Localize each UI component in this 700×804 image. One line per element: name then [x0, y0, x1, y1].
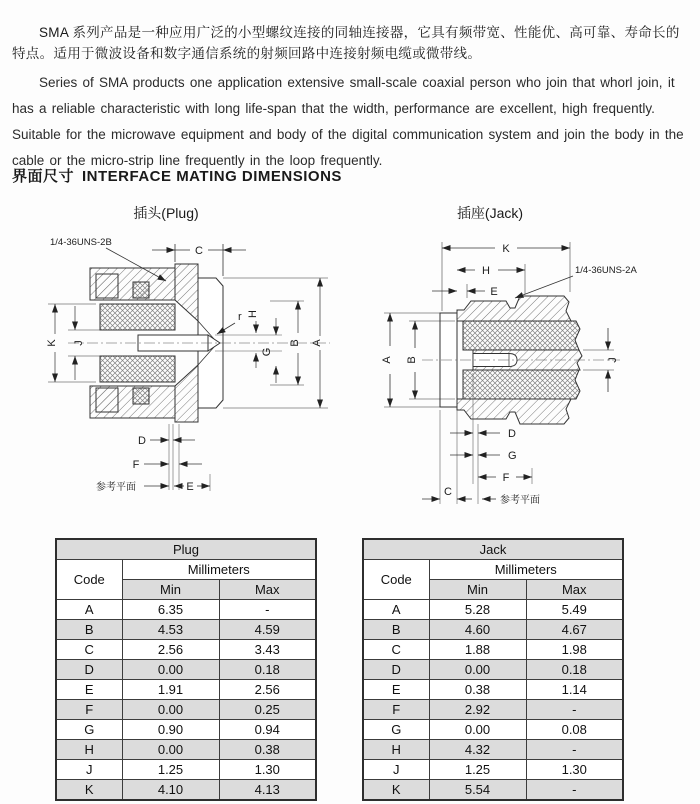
cell-min: 1.25: [122, 760, 219, 780]
jack-dim-label-E: E: [490, 286, 498, 298]
table-row: [56, 760, 316, 780]
table-row: [363, 640, 623, 660]
table-row: [363, 720, 623, 740]
plug-ref-plane-label: 参考平面: [96, 482, 136, 493]
cell-code: A: [363, 600, 429, 620]
cell-min: 0.00: [122, 700, 219, 720]
jack-dim-label-B: B: [406, 356, 418, 364]
cell-max: -: [526, 740, 623, 760]
cell-max: 1.98: [526, 640, 623, 660]
cell-code: C: [56, 640, 122, 660]
cell-min: 2.56: [122, 640, 219, 660]
table-row: [363, 600, 623, 620]
jack-thread-leader: [515, 276, 573, 298]
plug-gasket-bottom: [133, 388, 149, 404]
jack-insulator-top: [463, 321, 580, 350]
jack-dim-label-J: J: [607, 357, 619, 363]
cell-min: 0.00: [429, 660, 526, 680]
cell-max: 0.94: [219, 720, 316, 740]
cell-min: 0.00: [429, 720, 526, 740]
cell-code: H: [56, 740, 122, 760]
plug-table-min-header: Min: [122, 580, 219, 600]
cell-code: G: [56, 720, 122, 740]
plug-table-unit-header: Millimeters: [122, 560, 316, 580]
jack-insulator-bottom: [463, 370, 580, 399]
jack-table-body: [363, 600, 623, 801]
cell-code: B: [56, 620, 122, 640]
cell-min: 4.60: [429, 620, 526, 640]
jack-dim-label-K: K: [502, 243, 510, 255]
plug-dim-label-A: A: [311, 339, 323, 347]
jack-table: [362, 538, 624, 801]
cell-max: 0.25: [219, 700, 316, 720]
cell-code: J: [56, 760, 122, 780]
jack-table-code-header: Code: [363, 560, 429, 600]
jack-table-max-header: Max: [526, 580, 623, 600]
cell-max: -: [526, 780, 623, 801]
cell-code: K: [363, 780, 429, 801]
plug-dim-label-B: B: [289, 339, 301, 347]
cell-code: E: [56, 680, 122, 700]
cell-max: 0.18: [219, 660, 316, 680]
jack-thread-label: 1/4-36UNS-2A: [575, 265, 637, 276]
plug-dim-label-E: E: [186, 481, 194, 493]
cell-max: 2.56: [219, 680, 316, 700]
table-row: [363, 740, 623, 760]
cell-min: 5.28: [429, 600, 526, 620]
cell-max: 0.38: [219, 740, 316, 760]
cell-code: H: [363, 740, 429, 760]
cell-max: 4.59: [219, 620, 316, 640]
table-row: [363, 760, 623, 780]
cell-code: E: [363, 680, 429, 700]
table-row: [363, 660, 623, 680]
jack-dim-E: [432, 284, 485, 298]
jack-dim-label-F: F: [502, 472, 510, 484]
cell-max: 0.08: [526, 720, 623, 740]
plug-dim-label-K: K: [46, 339, 58, 347]
plug-dim-label-J: J: [73, 340, 85, 346]
plug-thread-label: 1/4-36UNS-2B: [50, 237, 112, 248]
table-row: [363, 620, 623, 640]
cell-max: 3.43: [219, 640, 316, 660]
section-heading-en: INTERFACE MATING DIMENSIONS: [82, 168, 342, 185]
table-row: [56, 700, 316, 720]
cell-min: 0.00: [122, 740, 219, 760]
plug-table: [55, 538, 317, 801]
plug-dim-label-H: H: [247, 310, 259, 318]
cell-min: 0.90: [122, 720, 219, 740]
plug-dim-label-r: r: [238, 311, 242, 323]
plug-insulator-bottom: [100, 356, 175, 382]
cell-min: 0.00: [122, 660, 219, 680]
table-row: [56, 780, 316, 801]
cell-code: F: [56, 700, 122, 720]
cell-max: 1.30: [526, 760, 623, 780]
plug-drawing: [30, 228, 360, 533]
intro-paragraph-english: Series of SMA products one application extensive small-scale coaxial person who join that whorl join, it has a reliable characteristic with long life-span that the width, performance are excellent, high frequently. Suitable for the microwave equipment and body of the digital communication system and join the body in the cable or the micro-strip line frequently in the loop frequently.: [12, 74, 684, 168]
cell-min: 4.32: [429, 740, 526, 760]
plug-drawing-title: 插头(Plug): [133, 205, 199, 221]
plug-knurl-top: [96, 274, 118, 298]
table-row: [56, 680, 316, 700]
jack-table-min-header: Min: [429, 580, 526, 600]
cell-min: 4.53: [122, 620, 219, 640]
cell-code: D: [56, 660, 122, 680]
cell-max: 4.13: [219, 780, 316, 801]
table-row: [363, 680, 623, 700]
cell-max: 0.18: [526, 660, 623, 680]
table-row: [56, 640, 316, 660]
plug-dim-label-G: G: [261, 347, 273, 357]
cell-min: 0.38: [429, 680, 526, 700]
table-row: [56, 600, 316, 620]
cell-code: D: [363, 660, 429, 680]
table-row: [363, 700, 623, 720]
jack-drawing: [370, 228, 690, 533]
cell-code: J: [363, 760, 429, 780]
cell-max: -: [219, 600, 316, 620]
jack-table-title: Jack: [363, 539, 623, 560]
cell-min: 1.88: [429, 640, 526, 660]
plug-dim-label-C: C: [195, 245, 203, 257]
plug-insulator-top: [100, 304, 175, 330]
plug-table-title: Plug: [56, 539, 316, 560]
jack-dim-label-H: H: [482, 265, 490, 277]
jack-dim-label-A: A: [381, 356, 393, 364]
jack-dim-label-D: D: [508, 428, 516, 440]
cell-min: 5.54: [429, 780, 526, 801]
jack-ref-plane-label: 参考平面: [500, 495, 540, 506]
table-row: [56, 720, 316, 740]
section-heading: [12, 165, 342, 186]
section-heading-cn: 界面尺寸: [12, 168, 75, 185]
table-row: [56, 740, 316, 760]
table-row: [56, 620, 316, 640]
cell-code: A: [56, 600, 122, 620]
cell-max: 1.30: [219, 760, 316, 780]
table-row: [56, 660, 316, 680]
cell-code: C: [363, 640, 429, 660]
cell-code: K: [56, 780, 122, 801]
jack-drawing-title: 插座(Jack): [456, 205, 524, 221]
cell-min: 2.92: [429, 700, 526, 720]
plug-table-code-header: Code: [56, 560, 122, 600]
cell-max: 5.49: [526, 600, 623, 620]
cell-max: 4.67: [526, 620, 623, 640]
cell-code: B: [363, 620, 429, 640]
jack-table-unit-header: Millimeters: [429, 560, 623, 580]
plug-dim-label-D: D: [138, 435, 146, 447]
plug-dim-label-F: F: [132, 459, 140, 471]
plug-knurl-bottom: [96, 388, 118, 412]
jack-dim-label-G: G: [508, 450, 517, 462]
plug-table-body: [56, 600, 316, 801]
plug-gasket-top: [133, 282, 149, 298]
intro-paragraph-chinese: SMA 系列产品是一种应用广泛的小型螺纹连接的同轴连接器，它具有频带宽、性能优、高可靠、寿命长的特点。适用于微波设备和数字通信系统的射频回路中连接射频电缆或微带线。: [12, 24, 680, 61]
jack-dim-label-C: C: [444, 486, 452, 498]
cell-max: -: [526, 700, 623, 720]
cell-min: 1.91: [122, 680, 219, 700]
cell-code: G: [363, 720, 429, 740]
cell-min: 1.25: [429, 760, 526, 780]
plug-table-max-header: Max: [219, 580, 316, 600]
cell-min: 4.10: [122, 780, 219, 801]
table-row: [363, 780, 623, 801]
cell-code: F: [363, 700, 429, 720]
cell-max: 1.14: [526, 680, 623, 700]
cell-min: 6.35: [122, 600, 219, 620]
